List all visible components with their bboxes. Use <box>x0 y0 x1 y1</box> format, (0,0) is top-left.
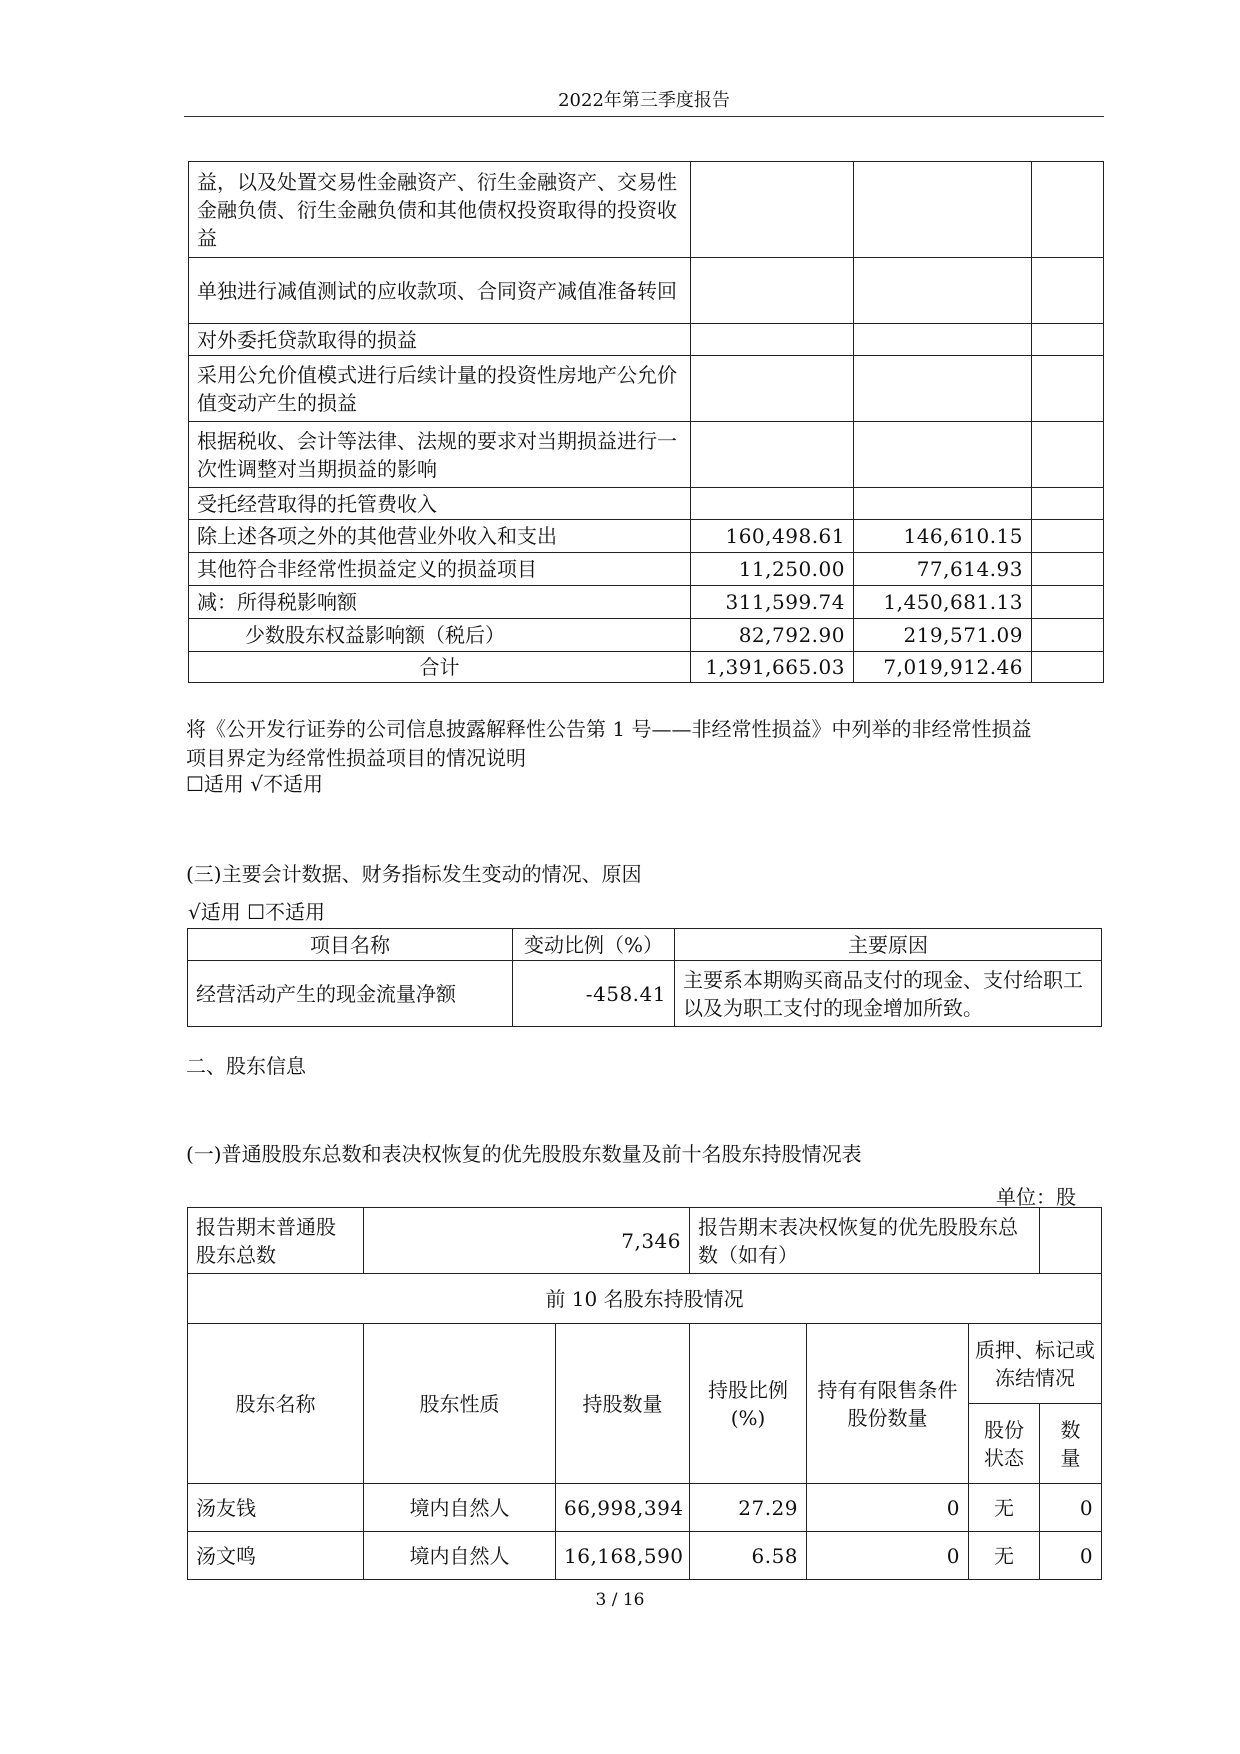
page-header: 2022年第三季度报告 <box>558 90 730 111</box>
current-value <box>691 356 854 422</box>
change-reason: 主要系本期购买商品支付的现金、支付给职工以及为职工支付的现金增加所致。 <box>675 961 1102 1027</box>
holder-restricted: 0 <box>807 1484 969 1532</box>
row-label: 除上述各项之外的其他营业外收入和支出 <box>189 520 691 553</box>
change-ratio: -458.41 <box>513 961 675 1027</box>
row-label: 根据税收、会计等法律、法规的要求对当期损益进行一次性调整对当期损益的影响 <box>189 422 691 488</box>
top10-title: 前 10 名股东持股情况 <box>188 1274 1102 1324</box>
holder-name: 汤文鸣 <box>188 1532 364 1580</box>
column-header: 项目名称 <box>188 929 513 961</box>
table-row <box>189 520 1104 553</box>
row-label: 合计 <box>189 652 691 683</box>
row-label: 减：所得税影响额 <box>189 586 691 619</box>
current-value <box>691 324 854 356</box>
table-row <box>188 1208 1102 1274</box>
item-name: 经营活动产生的现金流量净额 <box>188 961 513 1027</box>
note-cell <box>1032 586 1104 619</box>
ytd-value: 1,450,681.13 <box>854 586 1032 619</box>
note-cell <box>1032 258 1104 324</box>
column-header: 持股数量 <box>556 1324 690 1484</box>
holder-nature: 境内自然人 <box>364 1484 556 1532</box>
current-value: 311,599.74 <box>691 586 854 619</box>
disclosure-paragraph-line2: 项目界定为经常性损益项目的情况说明 <box>186 746 526 770</box>
column-header: 持有有限售条件股份数量 <box>807 1324 969 1484</box>
table-row <box>189 324 1104 356</box>
section-title: 二、股东信息 <box>186 1054 306 1078</box>
page-number: 3 / 16 <box>595 1590 645 1610</box>
total-holders-label: 报告期末普通股股东总数 <box>188 1208 364 1274</box>
holder-amount: 16,168,590 <box>556 1532 690 1580</box>
holder-qty: 0 <box>1040 1484 1102 1532</box>
table-row <box>189 422 1104 488</box>
table-row <box>189 162 1104 258</box>
column-header: 股份状态 <box>969 1404 1040 1484</box>
table-row <box>189 619 1104 652</box>
note-cell <box>1032 619 1104 652</box>
holder-qty: 0 <box>1040 1532 1102 1580</box>
note-cell <box>1032 488 1104 520</box>
disclosure-paragraph-line1: 将《公开发行证券的公司信息披露解释性公告第 1 号——非经常性损益》中列举的非经常性损益 <box>186 717 1032 741</box>
row-label: 益，以及处置交易性金融资产、衍生金融资产、交易性金融负债、衍生金融负债和其他债权投资取得的投资收益 <box>189 162 691 258</box>
column-header: 质押、标记或冻结情况 <box>969 1324 1102 1404</box>
pref-holders-label: 报告期末表决权恢复的优先股股东总数（如有） <box>690 1208 1040 1274</box>
row-label: 受托经营取得的托管费收入 <box>189 488 691 520</box>
table-header-row <box>188 929 1102 961</box>
row-label: 对外委托贷款取得的损益 <box>189 324 691 356</box>
column-header: 股东名称 <box>188 1324 364 1484</box>
column-header: 主要原因 <box>675 929 1102 961</box>
row-label: 少数股东权益影响额（税后） <box>189 619 691 652</box>
note-cell <box>1032 553 1104 586</box>
table-header-row <box>188 1324 1102 1404</box>
table-row <box>188 1532 1102 1580</box>
table-row <box>189 586 1104 619</box>
ytd-value: 77,614.93 <box>854 553 1032 586</box>
ytd-value: 219,571.09 <box>854 619 1032 652</box>
holder-ratio: 6.58 <box>690 1532 807 1580</box>
table-row <box>188 1274 1102 1324</box>
current-value: 1,391,665.03 <box>691 652 854 683</box>
ytd-value: 7,019,912.46 <box>854 652 1032 683</box>
note-cell <box>1032 422 1104 488</box>
holder-amount: 66,998,394 <box>556 1484 690 1532</box>
shareholders-table <box>187 1207 1102 1580</box>
table-row <box>189 652 1104 683</box>
current-value: 11,250.00 <box>691 553 854 586</box>
holder-status: 无 <box>969 1484 1040 1532</box>
ytd-value <box>854 324 1032 356</box>
unit-label: 单位：股 <box>996 1185 1076 1209</box>
indicator-change-table <box>187 928 1102 1027</box>
column-header: 变动比例（%） <box>513 929 675 961</box>
current-value: 82,792.90 <box>691 619 854 652</box>
current-value <box>691 258 854 324</box>
ytd-value: 146,610.15 <box>854 520 1032 553</box>
row-label: 采用公允价值模式进行后续计量的投资性房地产公允价值变动产生的损益 <box>189 356 691 422</box>
note-cell <box>1032 520 1104 553</box>
ytd-value <box>854 258 1032 324</box>
column-header: 持股比例(%) <box>690 1324 807 1484</box>
ytd-value <box>854 162 1032 258</box>
ytd-value <box>854 356 1032 422</box>
section-title: (三)主要会计数据、财务指标发生变动的情况、原因 <box>186 862 642 886</box>
total-holders-value: 7,346 <box>364 1208 690 1274</box>
ytd-value <box>854 422 1032 488</box>
table-row <box>189 553 1104 586</box>
current-value: 160,498.61 <box>691 520 854 553</box>
holder-status: 无 <box>969 1532 1040 1580</box>
pref-holders-value <box>1040 1208 1102 1274</box>
applicability-check: ☐适用 √不适用 <box>186 772 324 796</box>
note-cell <box>1032 324 1104 356</box>
holder-nature: 境内自然人 <box>364 1532 556 1580</box>
table-row <box>188 961 1102 1027</box>
row-label: 单独进行减值测试的应收款项、合同资产减值准备转回 <box>189 258 691 324</box>
current-value <box>691 162 854 258</box>
table-row <box>189 258 1104 324</box>
column-header: 股东性质 <box>364 1324 556 1484</box>
row-label: 其他符合非经常性损益定义的损益项目 <box>189 553 691 586</box>
note-cell <box>1032 356 1104 422</box>
holder-ratio: 27.29 <box>690 1484 807 1532</box>
table-row <box>189 356 1104 422</box>
non-recurring-items-table <box>188 161 1104 683</box>
applicability-check: √适用 ☐不适用 <box>188 900 326 924</box>
subsection-title: (一)普通股股东总数和表决权恢复的优先股股东数量及前十名股东持股情况表 <box>186 1142 862 1166</box>
table-row <box>189 488 1104 520</box>
note-cell <box>1032 652 1104 683</box>
holder-name: 汤友钱 <box>188 1484 364 1532</box>
column-header: 数量 <box>1040 1404 1102 1484</box>
holder-restricted: 0 <box>807 1532 969 1580</box>
current-value <box>691 422 854 488</box>
current-value <box>691 488 854 520</box>
note-cell <box>1032 162 1104 258</box>
ytd-value <box>854 488 1032 520</box>
table-row <box>188 1484 1102 1532</box>
header-rule <box>184 116 1104 117</box>
